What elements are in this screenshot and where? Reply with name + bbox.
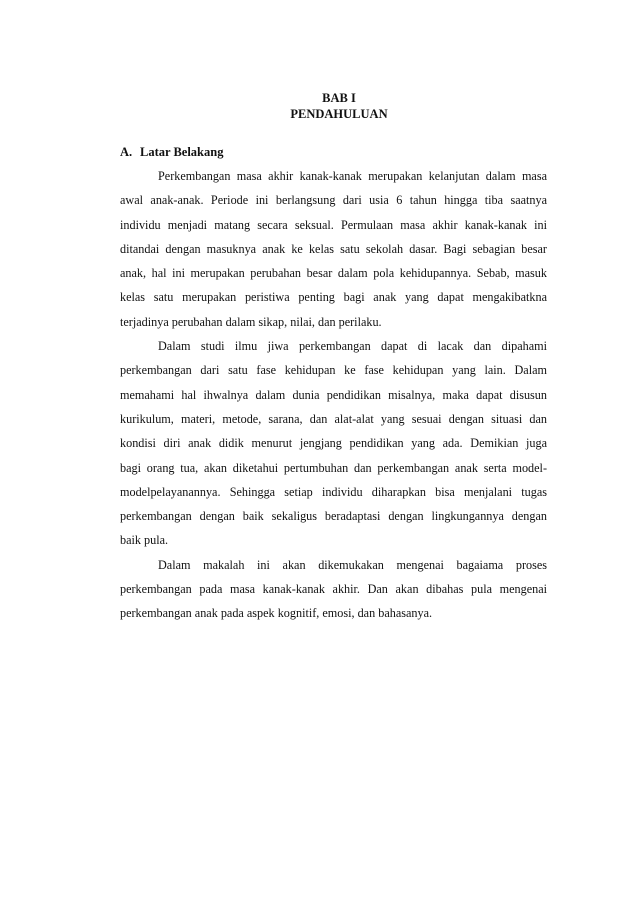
paragraph-line: perkembangan pada masa kanak-kanak akhir. Dan akan dibahas pula mengenai xyxy=(120,582,547,597)
paragraph-line: perkembangan dengan baik sekaligus beradaptasi dengan lingkungannya dengan xyxy=(120,509,547,524)
paragraph-line: bagi orang tua, akan diketahui pertumbuhan dan perkembangan anak serta model- xyxy=(120,460,547,475)
paragraph-line: baik pula. xyxy=(120,533,169,548)
section-title: Latar Belakang xyxy=(140,145,224,159)
paragraph-line: perkembangan dari satu fase kehidupan ke fase kehidupan yang lain. Dalam xyxy=(120,363,547,378)
paragraph-line: perkembangan anak pada aspek kognitif, emosi, dan bahasanya. xyxy=(120,606,433,621)
paragraph-line: memahami hal ihwalnya dalam dunia pendidikan misalnya, maka dapat disusun xyxy=(120,387,547,402)
paragraph-line: kurikulum, materi, metode, sarana, dan alat-alat yang sesuai dengan situasi dan xyxy=(120,411,547,426)
chapter-title: PENDAHULUAN xyxy=(290,107,388,121)
paragraph-line: Dalam makalah ini akan dikemukakan mengenai bagaiama proses xyxy=(158,557,547,572)
paragraph-line: kelas satu merupakan peristiwa penting bagi anak yang dapat mengakibatkna xyxy=(120,290,547,305)
paragraph-line: modelpelayanannya. Sehingga setiap individu diharapkan bisa menjalani tugas xyxy=(120,484,547,499)
paragraph-line: ditandai dengan masuknya anak ke kelas satu sekolah dasar. Bagi sebagian besar xyxy=(120,241,547,256)
section-number: A. xyxy=(120,145,133,159)
body-text xyxy=(120,164,547,626)
section-heading xyxy=(120,143,223,161)
chapter-number: BAB I xyxy=(322,91,356,105)
paragraph-line: Dalam studi ilmu jiwa perkembangan dapat di lacak dan dipahami xyxy=(158,339,547,354)
paragraph-line: Perkembangan masa akhir kanak-kanak merupakan kelanjutan dalam masa xyxy=(158,169,547,183)
paragraph-line: kondisi diri anak didik menurut jengjang pendidikan yang ada. Demikian juga xyxy=(120,436,547,451)
paragraph-line: anak, hal ini merupakan perubahan besar dalam pola kehidupannya. Sebab, masuk xyxy=(120,266,547,281)
paragraph-line: individu menjadi matang secara seksual. Permulaan masa akhir kanak-kanak ini xyxy=(120,217,547,232)
paragraph-line: terjadinya perubahan dalam sikap, nilai, dan perilaku. xyxy=(120,314,382,329)
paragraph-line: awal anak-anak. Periode ini berlangsung dari usia 6 tahun hingga tiba saatnya xyxy=(120,193,547,208)
